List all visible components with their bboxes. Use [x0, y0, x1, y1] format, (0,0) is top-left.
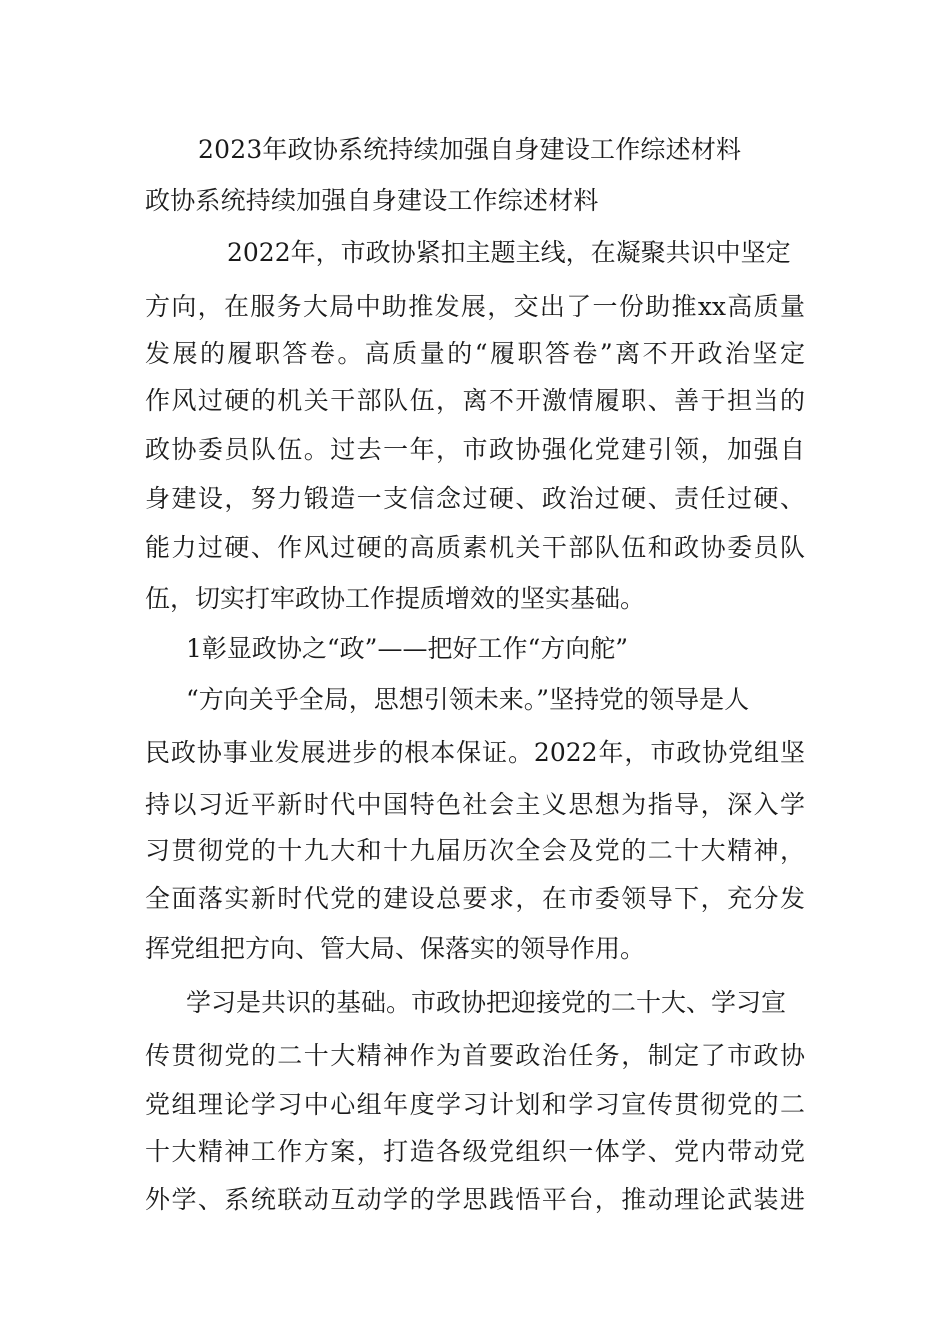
paragraph-line: 外学、系统联动互动学的学思践悟平台，推动理论武装进 — [145, 1185, 805, 1214]
paragraph-line: 传贯彻党的二十大精神作为首要政治任务，制定了市政协 — [145, 1041, 805, 1070]
paragraph-line: 发展的履职答卷。高质量的“履职答卷”离不开政治坚定 — [145, 339, 805, 368]
paragraph-line: “方向关乎全局，思想引领未来。”坚持党的领导是人 — [186, 685, 750, 714]
paragraph-line: 作风过硬的机关干部队伍，离不开激情履职、善于担当的 — [145, 386, 805, 415]
paragraph-line: 学习是共识的基础。市政协把迎接党的二十大、学习宣 — [186, 988, 787, 1017]
section-heading: 1彰显政协之“政”——把好工作“方向舵” — [186, 634, 629, 663]
paragraph-line: 2022年，市政协紧扣主题主线，在凝聚共识中坚定 — [227, 238, 791, 267]
paragraph-line: 政协委员队伍。过去一年，市政协强化党建引领，加强自 — [145, 435, 805, 464]
paragraph-line: 能力过硬、作风过硬的高质素机关干部队伍和政协委员队 — [145, 533, 805, 562]
paragraph-line: 持以习近平新时代中国特色社会主义思想为指导，深入学 — [145, 790, 805, 819]
paragraph-line: 伍，切实打牢政协工作提质增效的坚实基础。 — [145, 584, 646, 613]
paragraph-line: 方向，在服务大局中助推发展，交出了一份助推xx高质量 — [145, 292, 805, 321]
paragraph-line: 十大精神工作方案，打造各级党组织一体学、党内带动党 — [145, 1137, 805, 1166]
paragraph-line: 全面落实新时代党的建设总要求，在市委领导下，充分发 — [145, 884, 805, 913]
paragraph-line: 党组理论学习中心组年度学习计划和学习宣传贯彻党的二 — [145, 1090, 805, 1119]
paragraph-line: 挥党组把方向、管大局、保落实的领导作用。 — [145, 934, 646, 963]
paragraph-line: 身建设，努力锻造一支信念过硬、政治过硬、责任过硬、 — [145, 484, 805, 513]
document-subtitle: 政协系统持续加强自身建设工作综述材料 — [145, 186, 599, 215]
paragraph-line: 民政协事业发展进步的根本保证。2022年，市政协党组坚 — [145, 738, 805, 767]
paragraph-line: 习贯彻党的十九大和十九届历次全会及党的二十大精神， — [145, 836, 805, 865]
document-title: 2023年政协系统持续加强自身建设工作综述材料 — [198, 135, 742, 164]
